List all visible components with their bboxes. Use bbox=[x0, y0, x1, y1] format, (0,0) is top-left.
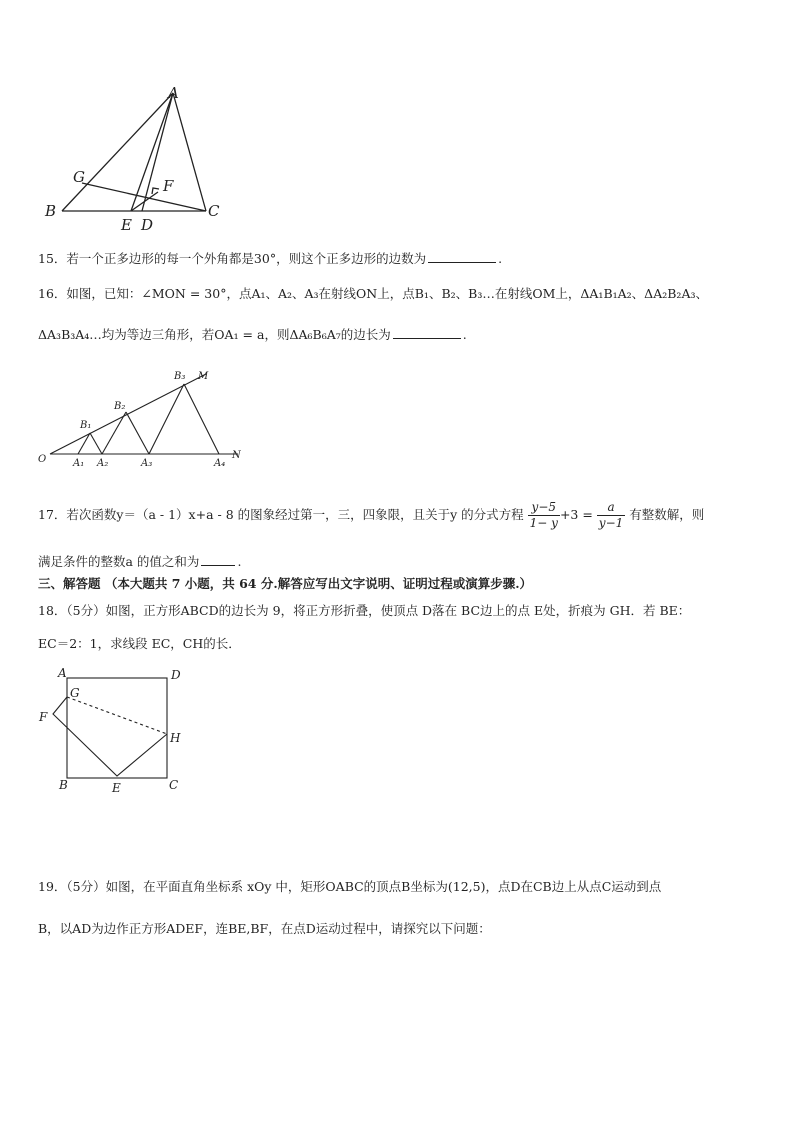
q15-end: . bbox=[498, 251, 503, 266]
label-H: H bbox=[170, 731, 181, 745]
label-A2: A₂ bbox=[97, 458, 109, 469]
label-A4: A₄ bbox=[214, 458, 226, 469]
label-M: M bbox=[198, 371, 209, 382]
question-15 bbox=[38, 250, 502, 267]
fraction-2-denominator: y−1 bbox=[598, 516, 624, 530]
q15-number: 15． bbox=[38, 251, 67, 266]
label-F: F bbox=[163, 177, 174, 195]
label-F: F bbox=[39, 710, 48, 724]
fraction-2 bbox=[597, 500, 625, 531]
q17-mid: +3 = bbox=[559, 507, 593, 522]
q15-text: 若一个正多边形的每一个外角都是30°，则这个正多边形的边数为 bbox=[66, 251, 427, 266]
fraction-2-numerator: a bbox=[597, 500, 625, 516]
label-B2: B₂ bbox=[114, 401, 126, 412]
question-16-line2 bbox=[38, 326, 467, 343]
q16-number: 16． bbox=[38, 286, 67, 301]
question-19-line1: 19．（5分）如图，在平面直角坐标系 xOy 中，矩形OABC的顶点B坐标为(12,5)，点D在CB边上从点C运动到点 bbox=[38, 879, 662, 894]
question-18-line2: EC＝2：1，求线段 EC，CH的长． bbox=[38, 636, 241, 651]
triangle-figure bbox=[40, 84, 230, 234]
q17-answer-blank bbox=[201, 553, 235, 566]
label-D: D bbox=[141, 216, 154, 234]
fraction-1-numerator: y−5 bbox=[528, 500, 560, 516]
label-G: G bbox=[70, 686, 80, 700]
label-N: N bbox=[232, 450, 241, 461]
question-18-line1: 18．（5分）如图，正方形ABCD的边长为 9，将正方形折叠，使顶点 D落在 BC边上的点 E处，折痕为 GH．若 BE： bbox=[38, 603, 691, 618]
folded-square-figure bbox=[34, 664, 194, 796]
label-A1: A₁ bbox=[73, 458, 85, 469]
label-B3: B₃ bbox=[174, 371, 186, 382]
label-G: G bbox=[73, 168, 85, 186]
question-17-line2 bbox=[38, 553, 241, 570]
q16-line1: 如图，已知：∠MON = 30°，点A₁、A₂、A₃在射线ON上，点B₁、B₂、B₃…在射线OM上，ΔA₁B₁A₂、ΔA₂B₂A₃、 bbox=[66, 286, 708, 301]
q16-answer-blank bbox=[393, 326, 461, 339]
label-E: E bbox=[112, 781, 121, 795]
question-17-line1 bbox=[38, 496, 704, 534]
label-B1: B₁ bbox=[80, 420, 92, 431]
q17-number: 17． bbox=[38, 507, 67, 522]
label-C: C bbox=[169, 778, 179, 792]
q17-line2: 满足条件的整数a 的值之和为 bbox=[38, 554, 200, 569]
section-heading: 三、解答题 （本大题共 7 小题，共 64 分.解答应写出文字说明、证明过程或演算步骤.） bbox=[38, 576, 533, 591]
label-E: E bbox=[121, 216, 132, 234]
q15-answer-blank bbox=[428, 250, 496, 263]
label-D: D bbox=[171, 668, 181, 682]
q17-end: . bbox=[237, 554, 242, 569]
q16-end: . bbox=[462, 327, 467, 342]
label-A3: A₃ bbox=[141, 458, 153, 469]
label-A: A bbox=[168, 84, 179, 102]
fraction-1 bbox=[528, 500, 560, 531]
q16-line2: ΔA₃B₃A₄…均为等边三角形，若OA₁ = a，则ΔA₆B₆A₇的边长为 bbox=[38, 327, 391, 342]
q17-line1b: 有整数解，则 bbox=[629, 507, 705, 522]
fraction-1-denominator: 1− y bbox=[529, 516, 558, 530]
q17-line1a: 若次函数y＝（a - 1）x+a - 8 的图象经过第一，三，四象限，且关于y 的分式方程 bbox=[66, 507, 524, 522]
label-B: B bbox=[59, 778, 68, 792]
label-O: O bbox=[38, 454, 47, 465]
label-B: B bbox=[45, 202, 57, 220]
question-16-line1 bbox=[38, 286, 708, 302]
label-A: A bbox=[58, 666, 67, 680]
question-19-line2: B，以AD为边作正方形ADEF，连BE,BF，在点D运动过程中，请探究以下问题： bbox=[38, 921, 491, 936]
label-C: C bbox=[208, 202, 220, 220]
equilateral-triangles-figure bbox=[36, 366, 251, 472]
